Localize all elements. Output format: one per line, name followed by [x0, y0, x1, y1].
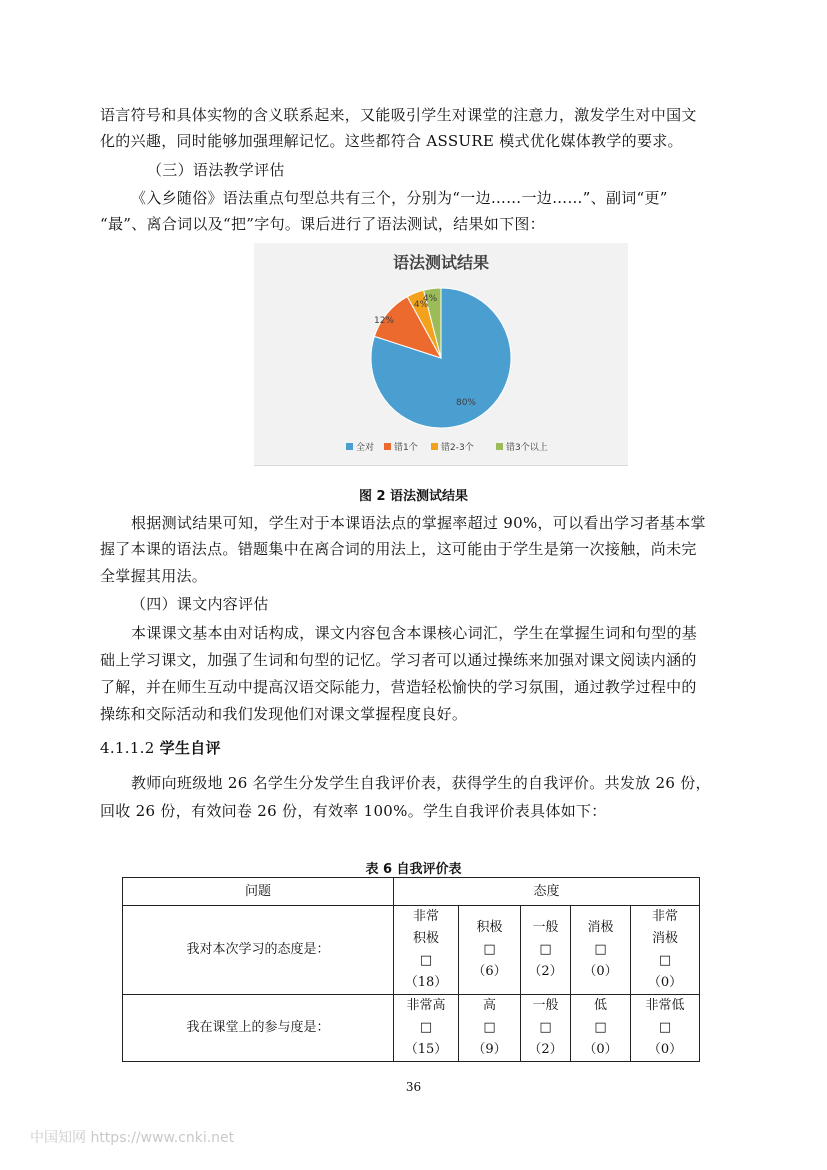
slice-data-label: 12%: [373, 316, 395, 326]
option-label: 一般: [532, 920, 559, 935]
option-label: 非常: [412, 909, 439, 924]
header-attitude: 态度: [394, 878, 700, 906]
section-number: 4.1.1.2: [100, 739, 155, 757]
paragraph-line: 根据测试结果可知，学生对于本课语法点的掌握率超过 90%，可以看出学习者基本掌: [131, 514, 706, 532]
checkbox-glyph: □: [658, 953, 672, 968]
option-label: 非常高: [406, 998, 446, 1013]
option-label: 积极: [412, 931, 439, 946]
legend-swatch: [384, 443, 391, 450]
option-cell: [459, 995, 521, 1062]
slice-data-label: 4%: [413, 300, 429, 310]
paragraph-line: 全掌握其用法。: [100, 567, 208, 585]
paragraph-line: 握了本课的语法点。错题集中在离合词的用法上，这可能由于学生是第一次接触，尚未完: [100, 540, 697, 558]
slice-data-label: 80%: [455, 398, 477, 408]
option-cell: [459, 906, 521, 995]
option-label: 一般: [532, 998, 559, 1013]
paragraph-line: 回收 26 份，有效问卷 26 份，有效率 100%。学生自我评价表具体如下：: [100, 802, 607, 820]
subsection-heading-text: （四）课文内容评估: [131, 595, 269, 613]
option-label: 消极: [587, 920, 614, 935]
row-question: 我对本次学习的态度是：: [123, 906, 394, 995]
option-cell: [521, 995, 571, 1062]
slice-data-label: 4%: [422, 294, 438, 304]
legend-label: 错1个: [394, 443, 418, 453]
option-label: 非常低: [645, 998, 685, 1013]
chart-title: 语法测试结果: [392, 253, 490, 272]
option-cell: [571, 995, 631, 1062]
paragraph-line: 语言符号和具体实物的含义联系起来，又能吸引学生对课堂的注意力，激发学生对中国文: [100, 106, 697, 124]
table-row: [123, 995, 700, 1062]
checkbox-glyph: □: [539, 942, 552, 957]
legend-swatch: [496, 443, 503, 450]
paragraph-line: 操练和交际活动和我们发现他们对课文掌握程度良好。: [100, 705, 468, 723]
legend-label: 全对: [356, 443, 375, 453]
option-label: 高: [482, 998, 496, 1013]
page-number: 36: [405, 1080, 422, 1094]
paragraph-line: “最”、离合词以及“把”字句。课后进行了语法测试，结果如下图：: [100, 215, 545, 233]
legend-label: 错3个以上: [506, 443, 548, 453]
option-cell: [394, 906, 459, 995]
table-caption: 表 6 自我评价表: [365, 862, 462, 877]
option-cell: [394, 995, 459, 1062]
legend-label: 错2-3个: [441, 443, 474, 453]
legend-swatch: [346, 443, 353, 450]
checkbox-glyph: □: [419, 953, 433, 968]
table-header-row: [123, 878, 700, 906]
checkbox-glyph: □: [419, 1020, 433, 1035]
subsection-heading-grammar: （三）语法教学评估: [147, 161, 285, 179]
paragraph-line: 了解，并在师生互动中提高汉语交际能力，营造轻松愉快的学习氛围，通过教学过程中的: [100, 678, 697, 696]
self-evaluation-table: [122, 877, 700, 1062]
section-title: 学生自评: [159, 739, 221, 757]
option-cell: [521, 906, 571, 995]
option-label: 非常: [652, 909, 679, 924]
legend-swatch: [431, 443, 438, 450]
option-count: （2）: [528, 964, 563, 979]
option-count: （0）: [583, 1042, 618, 1057]
option-label: 积极: [476, 920, 503, 935]
option-cell: [631, 995, 700, 1062]
option-count: （0）: [647, 975, 683, 990]
checkbox-glyph: □: [658, 1020, 672, 1035]
option-count: （15）: [404, 1042, 448, 1057]
figure-caption: 图 2 语法测试结果: [358, 489, 469, 504]
option-count: （18）: [404, 975, 448, 990]
paragraph-line: 《入乡随俗》语法重点句型总共有三个，分别为“一边……一边……”、副词“更”: [131, 189, 668, 207]
option-count: （0）: [583, 964, 618, 979]
table-row: [123, 906, 700, 995]
paragraph-line: 础上学习课文，加强了生词和句型的记忆。学习者可以通过操练来加强对课文阅读内涵的: [100, 651, 697, 669]
option-label: 消极: [652, 931, 679, 946]
option-cell: [571, 906, 631, 995]
checkbox-glyph: □: [539, 1020, 552, 1035]
checkbox-glyph: □: [594, 942, 607, 957]
option-count: （2）: [528, 1042, 563, 1057]
option-count: （9）: [472, 1042, 507, 1057]
option-label: 低: [593, 998, 607, 1013]
option-count: （0）: [647, 1042, 683, 1057]
row-question: 我在课堂上的参与度是：: [123, 995, 394, 1062]
pie-chart-svg: [254, 243, 628, 465]
section-heading: [100, 738, 750, 758]
paragraph-line: 本课课文基本由对话构成，课文内容包含本课核心词汇，学生在掌握生词和句型的基: [131, 624, 698, 642]
header-question: 问题: [123, 878, 394, 906]
grammar-test-chart: [254, 243, 628, 466]
paragraph-line: 教师向班级地 26 名学生分发学生自我评价表，获得学生的自我评价。共发放 26 份，: [131, 774, 711, 792]
option-count: （6）: [472, 964, 507, 979]
watermark: 中国知网 https://www.cnki.net: [30, 1130, 235, 1146]
checkbox-glyph: □: [594, 1020, 607, 1035]
checkbox-glyph: □: [483, 942, 496, 957]
checkbox-glyph: □: [483, 1020, 496, 1035]
option-cell: [631, 906, 700, 995]
paragraph-line: 化的兴趣，同时能够加强理解记忆。这些都符合 ASSURE 模式优化媒体教学的要求。: [100, 132, 683, 150]
